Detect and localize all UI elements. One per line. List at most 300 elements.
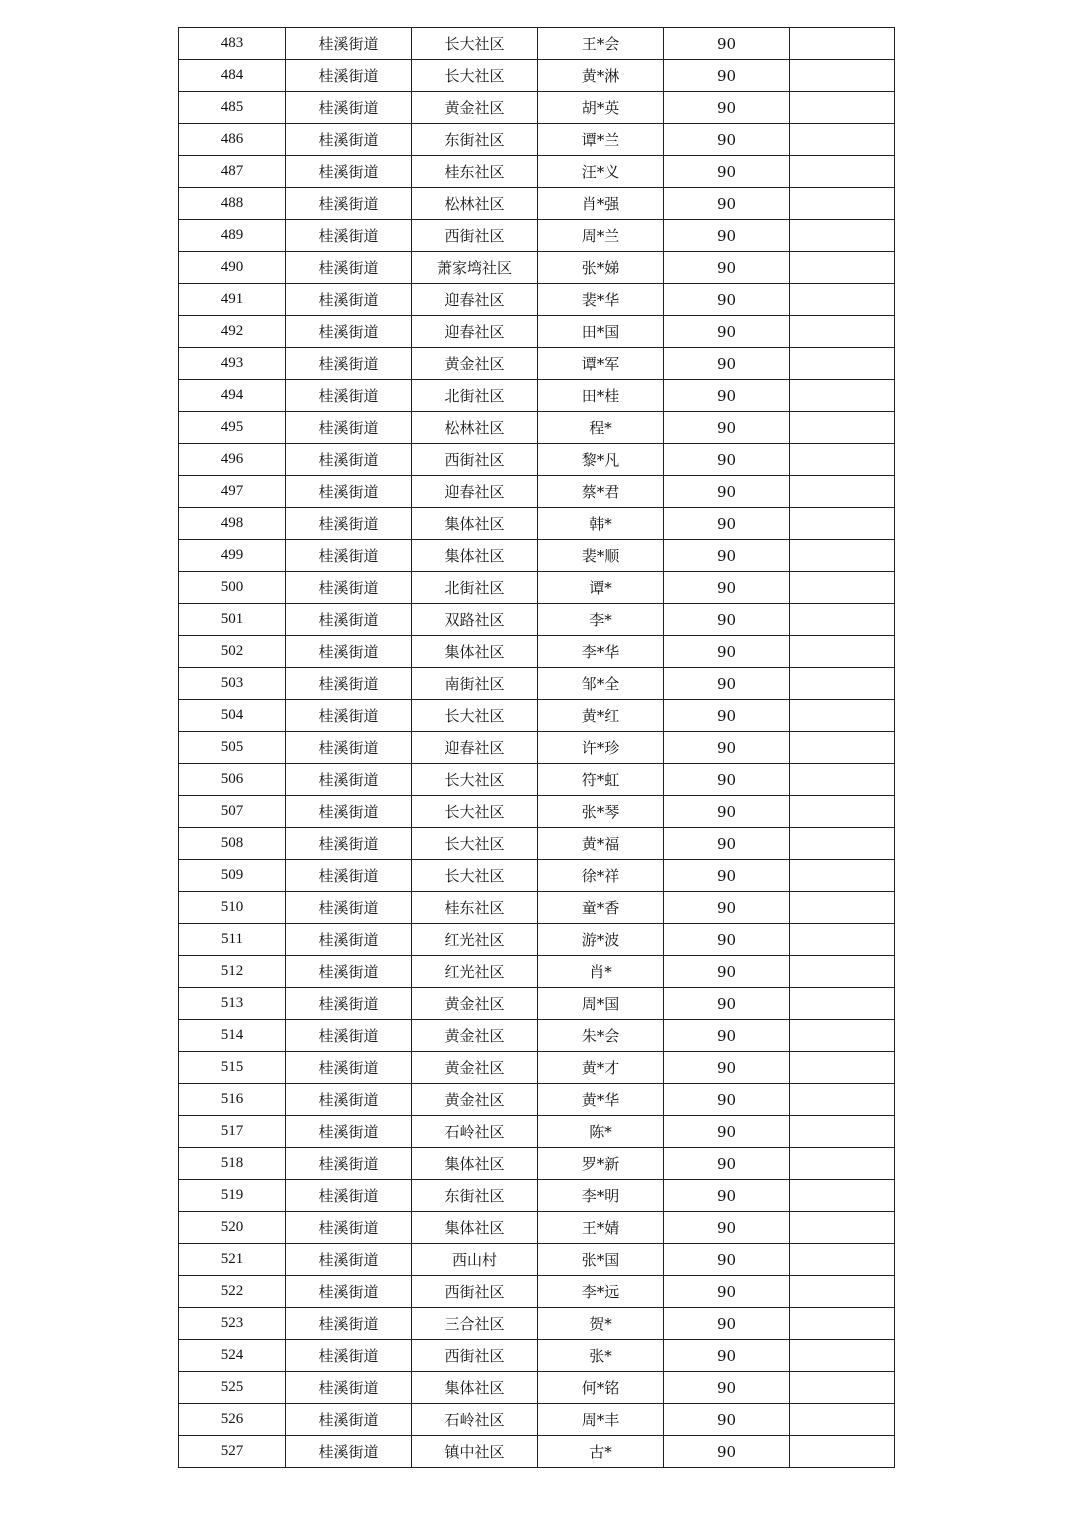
- street-cell: 桂溪街道: [286, 1372, 412, 1404]
- street-cell: 桂溪街道: [286, 956, 412, 988]
- score-cell: 90: [664, 444, 790, 476]
- name-cell: 程*: [538, 412, 664, 444]
- row-number-cell: 524: [179, 1340, 286, 1372]
- row-number-cell: 484: [179, 60, 286, 92]
- community-cell: 三合社区: [412, 1308, 538, 1340]
- remark-cell: [790, 476, 895, 508]
- street-cell: 桂溪街道: [286, 1052, 412, 1084]
- community-cell: 石岭社区: [412, 1116, 538, 1148]
- street-cell: 桂溪街道: [286, 60, 412, 92]
- community-cell: 长大社区: [412, 28, 538, 60]
- score-cell: 90: [664, 764, 790, 796]
- remark-cell: [790, 1308, 895, 1340]
- community-cell: 黄金社区: [412, 92, 538, 124]
- score-cell: 90: [664, 412, 790, 444]
- street-cell: 桂溪街道: [286, 476, 412, 508]
- row-number-cell: 510: [179, 892, 286, 924]
- table-row: [179, 1276, 895, 1308]
- community-cell: 黄金社区: [412, 1052, 538, 1084]
- row-number-cell: 521: [179, 1244, 286, 1276]
- remark-cell: [790, 636, 895, 668]
- name-cell: 何*铭: [538, 1372, 664, 1404]
- community-cell: 集体社区: [412, 1372, 538, 1404]
- name-cell: 谭*: [538, 572, 664, 604]
- score-cell: 90: [664, 1052, 790, 1084]
- street-cell: 桂溪街道: [286, 860, 412, 892]
- remark-cell: [790, 988, 895, 1020]
- street-cell: 桂溪街道: [286, 1404, 412, 1436]
- street-cell: 桂溪街道: [286, 412, 412, 444]
- score-cell: 90: [664, 1020, 790, 1052]
- street-cell: 桂溪街道: [286, 636, 412, 668]
- row-number-cell: 487: [179, 156, 286, 188]
- street-cell: 桂溪街道: [286, 1340, 412, 1372]
- score-cell: 90: [664, 476, 790, 508]
- score-cell: 90: [664, 1148, 790, 1180]
- row-number-cell: 503: [179, 668, 286, 700]
- score-cell: 90: [664, 796, 790, 828]
- table-row: [179, 60, 895, 92]
- remark-cell: [790, 156, 895, 188]
- name-cell: 周*丰: [538, 1404, 664, 1436]
- remark-cell: [790, 28, 895, 60]
- name-cell: 李*远: [538, 1276, 664, 1308]
- remark-cell: [790, 892, 895, 924]
- name-cell: 田*桂: [538, 380, 664, 412]
- remark-cell: [790, 316, 895, 348]
- score-cell: 90: [664, 1436, 790, 1468]
- row-number-cell: 504: [179, 700, 286, 732]
- name-cell: 张*国: [538, 1244, 664, 1276]
- name-cell: 陈*: [538, 1116, 664, 1148]
- name-cell: 李*明: [538, 1180, 664, 1212]
- street-cell: 桂溪街道: [286, 124, 412, 156]
- table-row: [179, 1308, 895, 1340]
- row-number-cell: 520: [179, 1212, 286, 1244]
- remark-cell: [790, 1340, 895, 1372]
- table-row: [179, 156, 895, 188]
- table-row: [179, 1244, 895, 1276]
- remark-cell: [790, 956, 895, 988]
- name-cell: 裴*顺: [538, 540, 664, 572]
- remark-cell: [790, 1404, 895, 1436]
- table-row: [179, 284, 895, 316]
- row-number-cell: 525: [179, 1372, 286, 1404]
- table-row: [179, 924, 895, 956]
- row-number-cell: 493: [179, 348, 286, 380]
- row-number-cell: 499: [179, 540, 286, 572]
- row-number-cell: 518: [179, 1148, 286, 1180]
- remark-cell: [790, 1212, 895, 1244]
- table-row: [179, 220, 895, 252]
- remark-cell: [790, 1180, 895, 1212]
- row-number-cell: 527: [179, 1436, 286, 1468]
- score-cell: 90: [664, 284, 790, 316]
- row-number-cell: 508: [179, 828, 286, 860]
- community-cell: 红光社区: [412, 924, 538, 956]
- remark-cell: [790, 796, 895, 828]
- community-cell: 黄金社区: [412, 1084, 538, 1116]
- community-cell: 集体社区: [412, 1148, 538, 1180]
- remark-cell: [790, 1276, 895, 1308]
- row-number-cell: 511: [179, 924, 286, 956]
- row-number-cell: 488: [179, 188, 286, 220]
- community-cell: 红光社区: [412, 956, 538, 988]
- row-number-cell: 495: [179, 412, 286, 444]
- remark-cell: [790, 1372, 895, 1404]
- table-row: [179, 732, 895, 764]
- row-number-cell: 494: [179, 380, 286, 412]
- community-cell: 黄金社区: [412, 348, 538, 380]
- street-cell: 桂溪街道: [286, 444, 412, 476]
- community-cell: 迎春社区: [412, 732, 538, 764]
- community-cell: 北街社区: [412, 572, 538, 604]
- remark-cell: [790, 380, 895, 412]
- score-cell: 90: [664, 1116, 790, 1148]
- name-cell: 周*兰: [538, 220, 664, 252]
- table-row: [179, 828, 895, 860]
- street-cell: 桂溪街道: [286, 1148, 412, 1180]
- table-row: [179, 1180, 895, 1212]
- name-cell: 贺*: [538, 1308, 664, 1340]
- street-cell: 桂溪街道: [286, 604, 412, 636]
- street-cell: 桂溪街道: [286, 252, 412, 284]
- street-cell: 桂溪街道: [286, 508, 412, 540]
- community-cell: 西街社区: [412, 220, 538, 252]
- name-cell: 黎*凡: [538, 444, 664, 476]
- score-cell: 90: [664, 860, 790, 892]
- remark-cell: [790, 124, 895, 156]
- table-row: [179, 700, 895, 732]
- row-number-cell: 491: [179, 284, 286, 316]
- row-number-cell: 486: [179, 124, 286, 156]
- street-cell: 桂溪街道: [286, 1020, 412, 1052]
- row-number-cell: 519: [179, 1180, 286, 1212]
- name-cell: 朱*会: [538, 1020, 664, 1052]
- street-cell: 桂溪街道: [286, 796, 412, 828]
- community-cell: 双路社区: [412, 604, 538, 636]
- row-number-cell: 485: [179, 92, 286, 124]
- name-cell: 裴*华: [538, 284, 664, 316]
- name-cell: 童*香: [538, 892, 664, 924]
- street-cell: 桂溪街道: [286, 540, 412, 572]
- table-row: [179, 1404, 895, 1436]
- score-cell: 90: [664, 252, 790, 284]
- community-cell: 集体社区: [412, 636, 538, 668]
- community-cell: 北街社区: [412, 380, 538, 412]
- table-row: [179, 1212, 895, 1244]
- name-cell: 黄*红: [538, 700, 664, 732]
- remark-cell: [790, 604, 895, 636]
- row-number-cell: 498: [179, 508, 286, 540]
- street-cell: 桂溪街道: [286, 1212, 412, 1244]
- score-cell: 90: [664, 380, 790, 412]
- table-row: [179, 796, 895, 828]
- community-cell: 集体社区: [412, 540, 538, 572]
- community-cell: 南街社区: [412, 668, 538, 700]
- community-cell: 西街社区: [412, 1340, 538, 1372]
- street-cell: 桂溪街道: [286, 572, 412, 604]
- row-number-cell: 506: [179, 764, 286, 796]
- street-cell: 桂溪街道: [286, 1276, 412, 1308]
- street-cell: 桂溪街道: [286, 1084, 412, 1116]
- name-cell: 肖*强: [538, 188, 664, 220]
- score-cell: 90: [664, 540, 790, 572]
- street-cell: 桂溪街道: [286, 892, 412, 924]
- community-cell: 东街社区: [412, 1180, 538, 1212]
- table-row: [179, 1084, 895, 1116]
- name-cell: 黄*淋: [538, 60, 664, 92]
- community-cell: 长大社区: [412, 60, 538, 92]
- score-cell: 90: [664, 1404, 790, 1436]
- name-cell: 王*会: [538, 28, 664, 60]
- table-row: [179, 380, 895, 412]
- name-cell: 张*娣: [538, 252, 664, 284]
- table-row: [179, 412, 895, 444]
- community-cell: 桂东社区: [412, 892, 538, 924]
- score-cell: 90: [664, 1244, 790, 1276]
- score-cell: 90: [664, 636, 790, 668]
- remark-cell: [790, 444, 895, 476]
- row-number-cell: 505: [179, 732, 286, 764]
- table-row: [179, 92, 895, 124]
- street-cell: 桂溪街道: [286, 348, 412, 380]
- row-number-cell: 523: [179, 1308, 286, 1340]
- row-number-cell: 509: [179, 860, 286, 892]
- score-cell: 90: [664, 316, 790, 348]
- table-row: [179, 508, 895, 540]
- remark-cell: [790, 572, 895, 604]
- community-cell: 桂东社区: [412, 156, 538, 188]
- row-number-cell: 514: [179, 1020, 286, 1052]
- row-number-cell: 500: [179, 572, 286, 604]
- remark-cell: [790, 1084, 895, 1116]
- community-cell: 镇中社区: [412, 1436, 538, 1468]
- remark-cell: [790, 1148, 895, 1180]
- community-cell: 迎春社区: [412, 284, 538, 316]
- name-cell: 谭*军: [538, 348, 664, 380]
- row-number-cell: 516: [179, 1084, 286, 1116]
- name-cell: 黄*福: [538, 828, 664, 860]
- table-row: [179, 1052, 895, 1084]
- score-cell: 90: [664, 700, 790, 732]
- remark-cell: [790, 668, 895, 700]
- table-row: [179, 572, 895, 604]
- street-cell: 桂溪街道: [286, 220, 412, 252]
- row-number-cell: 515: [179, 1052, 286, 1084]
- score-cell: 90: [664, 956, 790, 988]
- street-cell: 桂溪街道: [286, 1116, 412, 1148]
- score-cell: 90: [664, 668, 790, 700]
- row-number-cell: 501: [179, 604, 286, 636]
- table-row: [179, 1148, 895, 1180]
- score-cell: 90: [664, 508, 790, 540]
- community-cell: 松林社区: [412, 412, 538, 444]
- score-cell: 90: [664, 92, 790, 124]
- street-cell: 桂溪街道: [286, 28, 412, 60]
- street-cell: 桂溪街道: [286, 668, 412, 700]
- community-cell: 黄金社区: [412, 1020, 538, 1052]
- name-cell: 李*华: [538, 636, 664, 668]
- score-cell: 90: [664, 1340, 790, 1372]
- remark-cell: [790, 924, 895, 956]
- community-cell: 西山村: [412, 1244, 538, 1276]
- row-number-cell: 502: [179, 636, 286, 668]
- remark-cell: [790, 188, 895, 220]
- table-body: [179, 28, 895, 1468]
- name-cell: 肖*: [538, 956, 664, 988]
- street-cell: 桂溪街道: [286, 188, 412, 220]
- row-number-cell: 526: [179, 1404, 286, 1436]
- street-cell: 桂溪街道: [286, 284, 412, 316]
- street-cell: 桂溪街道: [286, 316, 412, 348]
- remark-cell: [790, 764, 895, 796]
- street-cell: 桂溪街道: [286, 828, 412, 860]
- community-cell: 集体社区: [412, 1212, 538, 1244]
- street-cell: 桂溪街道: [286, 924, 412, 956]
- name-cell: 韩*: [538, 508, 664, 540]
- remark-cell: [790, 60, 895, 92]
- community-cell: 长大社区: [412, 700, 538, 732]
- remark-cell: [790, 540, 895, 572]
- table-row: [179, 1436, 895, 1468]
- community-cell: 萧家塆社区: [412, 252, 538, 284]
- name-cell: 张*: [538, 1340, 664, 1372]
- score-cell: 90: [664, 572, 790, 604]
- remark-cell: [790, 348, 895, 380]
- remark-cell: [790, 284, 895, 316]
- community-cell: 西街社区: [412, 1276, 538, 1308]
- row-number-cell: 522: [179, 1276, 286, 1308]
- name-cell: 黄*才: [538, 1052, 664, 1084]
- row-number-cell: 497: [179, 476, 286, 508]
- street-cell: 桂溪街道: [286, 1308, 412, 1340]
- score-cell: 90: [664, 604, 790, 636]
- row-number-cell: 512: [179, 956, 286, 988]
- remark-cell: [790, 1244, 895, 1276]
- score-cell: 90: [664, 924, 790, 956]
- remark-cell: [790, 252, 895, 284]
- community-cell: 石岭社区: [412, 1404, 538, 1436]
- table-row: [179, 28, 895, 60]
- score-cell: 90: [664, 28, 790, 60]
- community-cell: 集体社区: [412, 508, 538, 540]
- community-cell: 长大社区: [412, 796, 538, 828]
- table-row: [179, 252, 895, 284]
- table-row: [179, 1116, 895, 1148]
- remark-cell: [790, 1020, 895, 1052]
- table-row: [179, 316, 895, 348]
- row-number-cell: 517: [179, 1116, 286, 1148]
- name-cell: 古*: [538, 1436, 664, 1468]
- table-row: [179, 348, 895, 380]
- score-cell: 90: [664, 1084, 790, 1116]
- community-cell: 松林社区: [412, 188, 538, 220]
- score-cell: 90: [664, 1180, 790, 1212]
- name-cell: 汪*义: [538, 156, 664, 188]
- street-cell: 桂溪街道: [286, 156, 412, 188]
- table-row: [179, 476, 895, 508]
- table-row: [179, 1372, 895, 1404]
- name-cell: 蔡*君: [538, 476, 664, 508]
- score-cell: 90: [664, 60, 790, 92]
- table-row: [179, 124, 895, 156]
- name-cell: 游*波: [538, 924, 664, 956]
- remark-cell: [790, 828, 895, 860]
- name-cell: 许*珍: [538, 732, 664, 764]
- street-cell: 桂溪街道: [286, 700, 412, 732]
- street-cell: 桂溪街道: [286, 92, 412, 124]
- remark-cell: [790, 508, 895, 540]
- score-cell: 90: [664, 1276, 790, 1308]
- table-row: [179, 988, 895, 1020]
- table-row: [179, 956, 895, 988]
- name-cell: 周*国: [538, 988, 664, 1020]
- table-row: [179, 668, 895, 700]
- name-cell: 王*婧: [538, 1212, 664, 1244]
- name-cell: 符*虹: [538, 764, 664, 796]
- score-cell: 90: [664, 988, 790, 1020]
- row-number-cell: 490: [179, 252, 286, 284]
- score-cell: 90: [664, 188, 790, 220]
- street-cell: 桂溪街道: [286, 380, 412, 412]
- row-number-cell: 489: [179, 220, 286, 252]
- score-cell: 90: [664, 1212, 790, 1244]
- community-cell: 迎春社区: [412, 316, 538, 348]
- name-cell: 黄*华: [538, 1084, 664, 1116]
- score-cell: 90: [664, 1308, 790, 1340]
- score-cell: 90: [664, 156, 790, 188]
- name-cell: 谭*兰: [538, 124, 664, 156]
- table-row: [179, 540, 895, 572]
- street-cell: 桂溪街道: [286, 732, 412, 764]
- street-cell: 桂溪街道: [286, 1436, 412, 1468]
- name-cell: 张*琴: [538, 796, 664, 828]
- remark-cell: [790, 220, 895, 252]
- score-cell: 90: [664, 892, 790, 924]
- name-cell: 徐*祥: [538, 860, 664, 892]
- community-cell: 迎春社区: [412, 476, 538, 508]
- table-row: [179, 860, 895, 892]
- remark-cell: [790, 412, 895, 444]
- name-cell: 胡*英: [538, 92, 664, 124]
- community-cell: 长大社区: [412, 828, 538, 860]
- community-cell: 长大社区: [412, 764, 538, 796]
- table-row: [179, 1020, 895, 1052]
- community-cell: 长大社区: [412, 860, 538, 892]
- street-cell: 桂溪街道: [286, 988, 412, 1020]
- score-cell: 90: [664, 732, 790, 764]
- remark-cell: [790, 732, 895, 764]
- table-row: [179, 604, 895, 636]
- score-cell: 90: [664, 1372, 790, 1404]
- row-number-cell: 513: [179, 988, 286, 1020]
- table-row: [179, 1340, 895, 1372]
- row-number-cell: 492: [179, 316, 286, 348]
- street-cell: 桂溪街道: [286, 1244, 412, 1276]
- community-cell: 东街社区: [412, 124, 538, 156]
- table-row: [179, 188, 895, 220]
- table-row: [179, 444, 895, 476]
- table-row: [179, 636, 895, 668]
- name-cell: 邹*全: [538, 668, 664, 700]
- score-cell: 90: [664, 828, 790, 860]
- community-cell: 西街社区: [412, 444, 538, 476]
- name-cell: 田*国: [538, 316, 664, 348]
- score-cell: 90: [664, 220, 790, 252]
- data-table: [178, 27, 895, 1468]
- table-row: [179, 764, 895, 796]
